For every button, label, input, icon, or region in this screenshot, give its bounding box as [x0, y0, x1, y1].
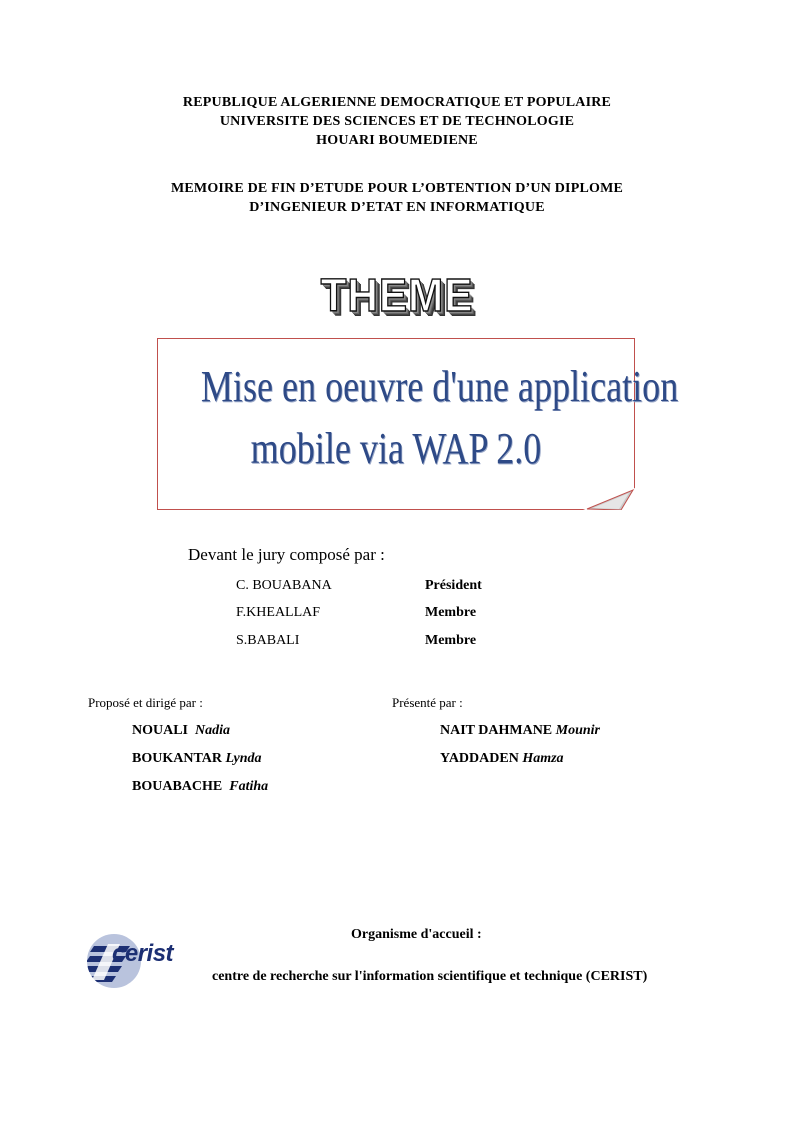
jury-member-role: Président — [425, 578, 482, 593]
logo-text: cerist — [112, 940, 174, 967]
jury-member-name: C. BOUABANA — [236, 578, 332, 593]
jury-member-role: Membre — [425, 605, 477, 620]
supervisor-first-name: Fatiha — [229, 779, 269, 794]
title-line-1: Mise en oeuvre d'une application — [200, 362, 679, 411]
supervisor-last-name: NOUALI — [132, 723, 189, 738]
memoire-line-2: D’INGENIEUR D’ETAT EN INFORMATIQUE — [249, 200, 545, 215]
presenter-last-name: YADDADEN — [440, 751, 519, 766]
presenter-name — [440, 751, 564, 767]
header-country: REPUBLIQUE ALGERIENNE DEMOCRATIQUE ET POPULAIRE — [182, 95, 612, 110]
supervisors-label: Proposé et dirigé par : — [88, 695, 203, 710]
supervisor-first-name: Nadia — [195, 723, 231, 738]
jury-member-name: S.BABALI — [236, 633, 300, 648]
jury-member-name: F.KHEALLAF — [236, 605, 321, 620]
title-line-2: mobile via WAP 2.0 — [250, 424, 542, 473]
cerist-logo — [86, 930, 188, 992]
presenter-name — [440, 723, 600, 739]
supervisor-name — [132, 779, 268, 795]
theme-label: THEME — [320, 269, 474, 321]
supervisor-last-name: BOUABACHE — [132, 779, 223, 794]
supervisor-first-name: Lynda — [225, 751, 262, 766]
jury-intro: Devant le jury composé par : — [188, 545, 385, 564]
presenter-first-name: Mounir — [555, 723, 600, 738]
supervisor-name — [132, 723, 230, 739]
host-full-name: centre de recherche sur l'information scientifique et technique (CERIST) — [212, 969, 648, 984]
presenter-last-name: NAIT DAHMANE — [440, 723, 553, 738]
presenter-first-name: Hamza — [522, 751, 564, 766]
header-university: UNIVERSITE DES SCIENCES ET DE TECHNOLOGIE — [219, 114, 575, 129]
presenters-label: Présenté par : — [392, 695, 463, 710]
host-label: Organisme d'accueil : — [351, 927, 482, 942]
title-box — [157, 338, 679, 510]
header-university-name: HOUARI BOUMEDIENE — [316, 133, 478, 148]
supervisor-last-name: BOUKANTAR — [132, 751, 222, 766]
page-curl-icon — [583, 488, 635, 510]
jury-member-role: Membre — [425, 633, 477, 648]
memoire-line-1: MEMOIRE DE FIN D’ETUDE POUR L’OBTENTION D’UN DIPLOME — [170, 181, 624, 196]
supervisor-name — [132, 751, 262, 767]
